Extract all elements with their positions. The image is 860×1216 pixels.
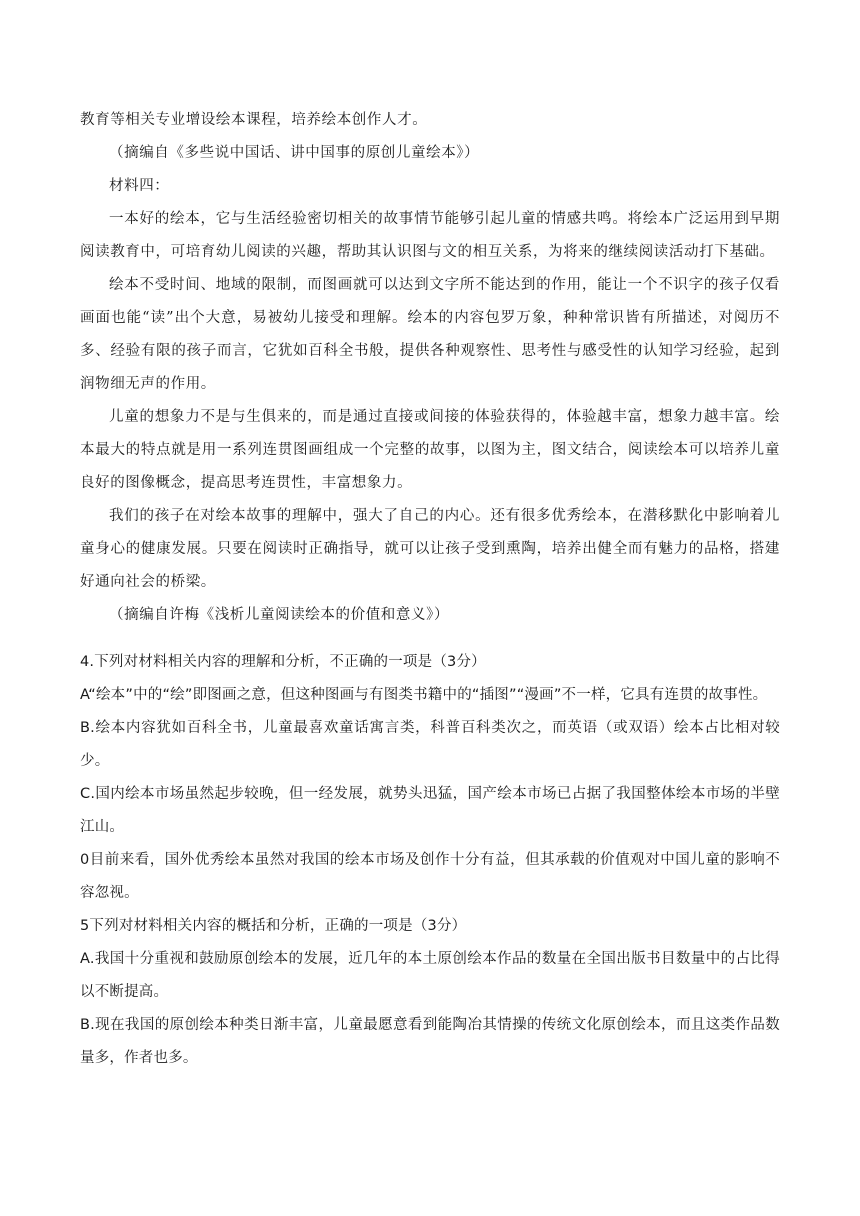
question-4-option-d: 0目前来看，国外优秀绘本虽然对我国的绘本市场及创作十分有益，但其承载的价值观对中国儿童的影响不容忽视。: [80, 852, 780, 901]
questions: [80, 646, 780, 1075]
question-4-option-c: C.国内绘本市场虽然起步较晚，但一经发展，就势头迅猛，国产绘本市场已占据了我国整体绘本市场的半壁江山。: [80, 786, 780, 835]
question-4-stem: 4.下列对材料相关内容的理解和分析，不正确的一项是（3分）: [80, 654, 486, 670]
material-four-label: 材料四：: [109, 178, 170, 194]
question-5-option-b: B.现在我国的原创绘本种类日渐丰富，儿童最愿意看到能陶冶其情操的传统文化原创绘本，而且这类作品数量多，作者也多。: [80, 1017, 780, 1066]
paragraph-2: 绘本不受时间、地域的限制，而图画就可以达到文字所不能达到的作用，能让一个不识字的孩子仅看画面也能“读”出个大意，易被幼儿接受和理解。绘本的内容包罗万象，种种常识皆有所描述，对阅历不多、经验有限的孩子而言，它犹如百科全书般，提供各种观察性、思考性与感受性的认知学习经验，起到润物细无声的作用。: [80, 277, 780, 392]
source-citation-4: （摘编自许梅《浅析儿童阅读绘本的价值和意义》）: [109, 607, 450, 623]
source-citation-3: （摘编自《多些说中国话、讲中国事的原创儿童绘本》）: [109, 145, 480, 161]
paragraph-4: 我们的孩子在对绘本故事的理解中，强大了自己的内心。还有很多优秀绘本，在潜移默化中影响着儿童身心的健康发展。只要在阅读时正确指导，就可以让孩子受到熏陶，培养出健全而有魅力的品格，搭建好通向社会的桥梁。: [80, 508, 780, 590]
question-5-stem: 5下列对材料相关内容的概括和分析，正确的一项是（3分）: [80, 918, 467, 934]
question-4-option-a: A“绘本”中的“绘”即图画之意，但这种图画与有图类书籍中的“插图”“漫画”不一样，它具有连贯的故事性。: [80, 687, 768, 703]
paragraph-1: 一本好的绘本，它与生活经验密切相关的故事情节能够引起儿童的情感共鸣。将绘本广泛运用到早期阅读教育中，可培育幼儿阅读的兴趣，帮助其认识图与文的相互关系，为将来的继续阅读活动打下基础。: [80, 211, 780, 260]
question-4-option-b: B.绘本内容犹如百科全书，儿童最喜欢童话寓言类，科普百科类次之，而英语（或双语）绘本占比相对较少。: [80, 720, 780, 769]
paragraph-3: 儿童的想象力不是与生俱来的，而是通过直接或间接的体验获得的，体验越丰富，想象力越丰富。绘本最大的特点就是用一系列连贯图画组成一个完整的故事，以图为主，图文结合，阅读绘本可以培养儿童良好的图像概念，提高思考连贯性，丰富想象力。: [80, 409, 780, 491]
question-5-option-a: A.我国十分重视和鼓励原创绘本的发展，近几年的本土原创绘本作品的数量在全国出版书目数量中的占比得以不断提高。: [80, 951, 780, 1000]
reading-passage: [80, 104, 780, 632]
top-line: 教育等相关专业增设绘本课程，培养绘本创作人才。: [80, 112, 428, 128]
